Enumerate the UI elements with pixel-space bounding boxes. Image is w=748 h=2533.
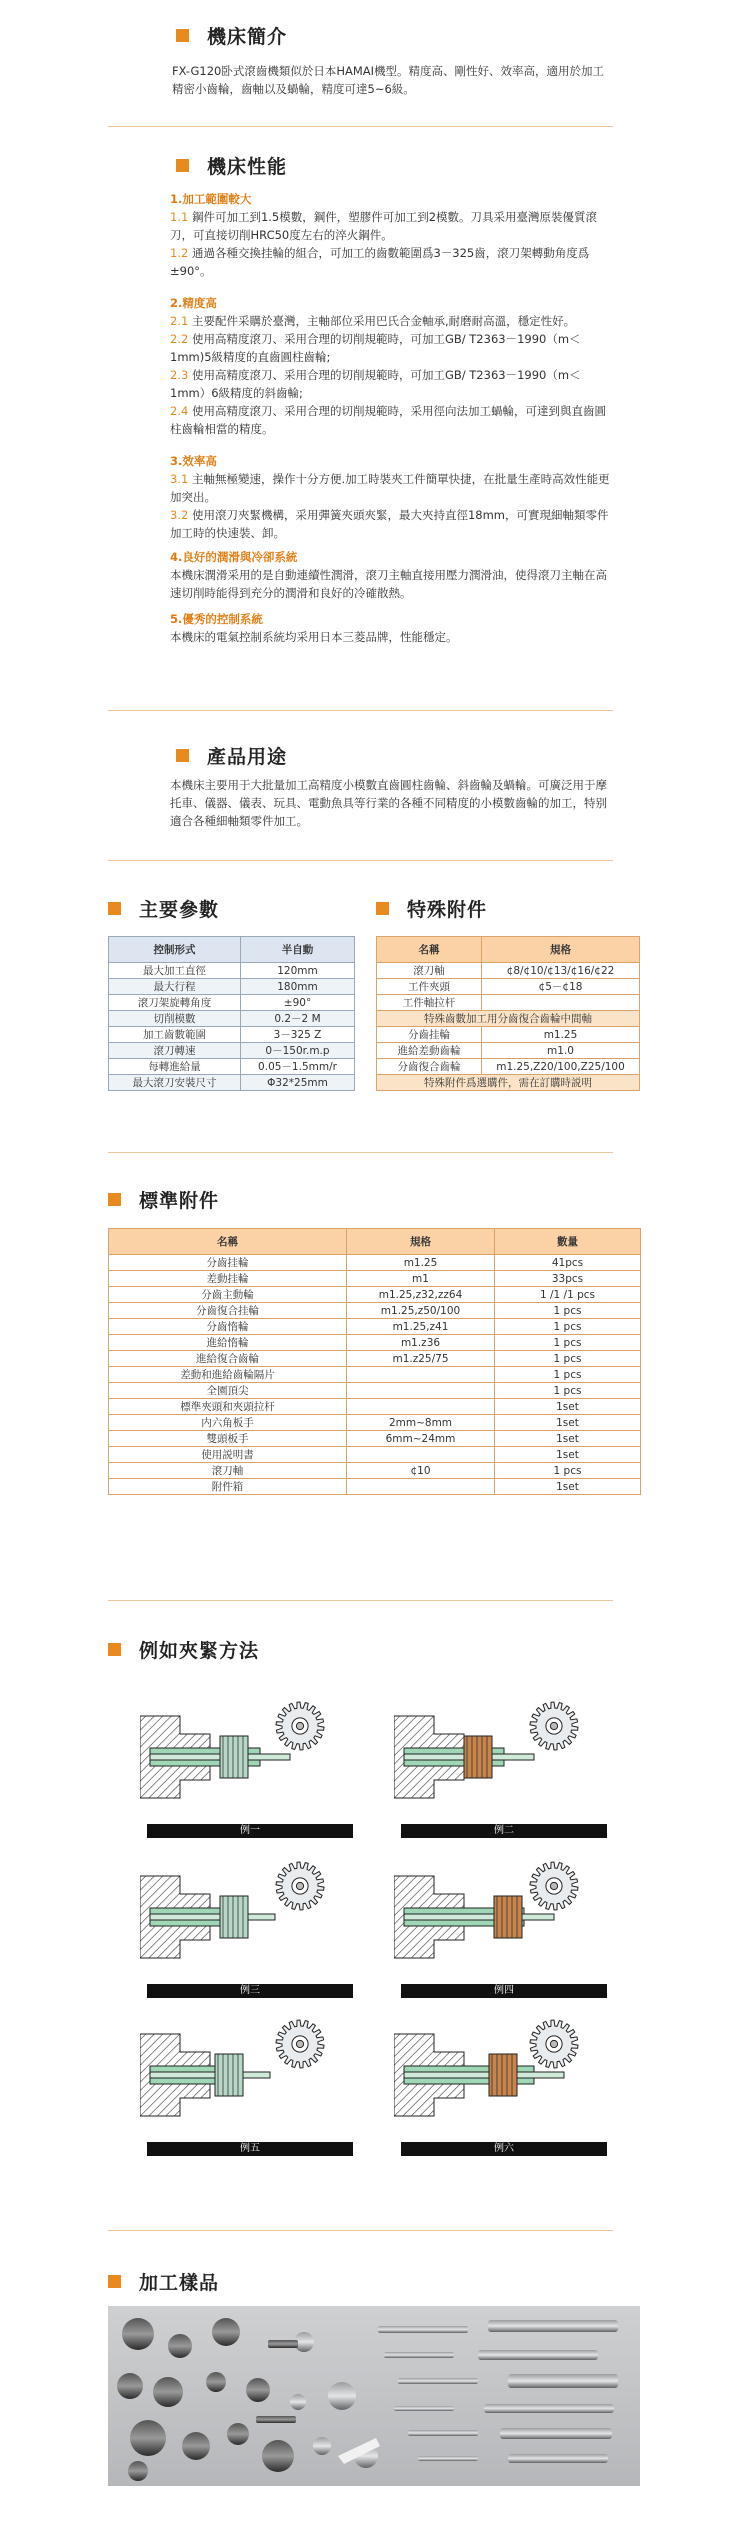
divider bbox=[108, 710, 613, 711]
hob-cutter-icon bbox=[530, 1862, 578, 1910]
table-row: 加工齒數範圍 3－325 Z bbox=[109, 1027, 355, 1043]
special-title: 特殊附件 bbox=[407, 899, 488, 921]
clamping-example-caption: 例四 bbox=[401, 1984, 607, 1998]
performance-title: 機床性能 bbox=[207, 156, 288, 178]
table-row: 進給差動齒輪 m1.0 bbox=[377, 1043, 640, 1059]
table-row: 雙頭板手 6mm~24mm 1set bbox=[109, 1431, 641, 1447]
special-table: 名稱 規格 滾刀軸 ¢8/¢10/¢13/¢16/¢22 工件夾頭 ¢5－¢18 工件軸拉杆 特殊齒數加工用分齒復合齒輪中間軸 分齒挂輪 m1.25 進給差動齒輪 m1.0 分齒復合齒輪 m1.25,Z20/100,Z25/100 特殊附件爲選購件，需在訂購時説明 bbox=[376, 936, 640, 1091]
perf-text: 本機床的電氣控制系統均采用日本三菱品牌，性能穩定。 bbox=[170, 630, 458, 644]
perf-heading: 1.加工範圍較大 bbox=[170, 192, 252, 206]
table-row: 分齒主動輪 m1.25,z32,zz64 1 /1 /1 pcs bbox=[109, 1287, 641, 1303]
table-row: 分齒復合挂輪 m1.25,z50/100 1 pcs bbox=[109, 1303, 641, 1319]
table-row: 進給復合齒輪 m1.z25/75 1 pcs bbox=[109, 1351, 641, 1367]
performance-body bbox=[170, 190, 615, 646]
table-row: 内六角板手 2mm~8mm 1set bbox=[109, 1415, 641, 1431]
perf-item: 2.4 使用高精度滾刀、采用合理的切削規範時，采用徑向法加工蝸輪，可達到與直齒圓柱齒輪相當的精度。 bbox=[170, 404, 606, 436]
clamping-header bbox=[108, 1636, 259, 1663]
bullet-square-icon bbox=[108, 1643, 121, 1656]
clamping-example-1 bbox=[140, 1696, 360, 1818]
table-row: 標準夾頭和夾頭拉杆 1set bbox=[109, 1399, 641, 1415]
perf-heading: 4.良好的潤滑與冷卻系統 bbox=[170, 550, 298, 564]
divider bbox=[108, 860, 613, 861]
params-title: 主要參數 bbox=[139, 899, 220, 921]
perf-heading: 3.效率高 bbox=[170, 454, 217, 468]
table-row: 分齒復合齒輪 m1.25,Z20/100,Z25/100 bbox=[377, 1059, 640, 1075]
clamping-title: 例如夾緊方法 bbox=[139, 1640, 260, 1662]
samples-photo bbox=[108, 2306, 640, 2486]
samples-title: 加工樣品 bbox=[139, 2272, 220, 2294]
hob-cutter-icon bbox=[530, 1702, 578, 1750]
perf-item: 3.2 使用滾刀夾緊機構，采用彈簧夾頭夾緊，最大夾持直徑18mm，可實現細軸類零件加工時的快速裝、卸。 bbox=[170, 508, 609, 540]
clamping-example-2 bbox=[394, 1696, 614, 1818]
perf-heading: 5.優秀的控制系統 bbox=[170, 612, 263, 626]
hob-cutter-icon bbox=[276, 2020, 324, 2068]
table-row: 最大行程 180mm bbox=[109, 979, 355, 995]
clamping-example-3 bbox=[140, 1856, 360, 1978]
usage-header bbox=[176, 742, 287, 769]
bullet-square-icon bbox=[108, 2275, 121, 2288]
divider bbox=[108, 126, 613, 127]
table-row: 使用説明書 1set bbox=[109, 1447, 641, 1463]
performance-header bbox=[176, 152, 287, 179]
table-row: 分齒惰輪 m1.25,z41 1 pcs bbox=[109, 1319, 641, 1335]
table-row: 全園頂尖 1 pcs bbox=[109, 1383, 641, 1399]
table-row: 特殊齒數加工用分齒復合齒輪中間軸 bbox=[377, 1011, 640, 1027]
table-row: 工件軸拉杆 bbox=[377, 995, 640, 1011]
bullet-square-icon bbox=[376, 902, 389, 915]
divider bbox=[108, 1600, 613, 1601]
special-header bbox=[376, 895, 487, 922]
clamping-example-5 bbox=[140, 2014, 360, 2136]
clamping-example-4 bbox=[394, 1856, 614, 1978]
divider bbox=[108, 1152, 613, 1153]
bullet-square-icon bbox=[108, 1193, 121, 1206]
table-row: 差動挂輪 m1 33pcs bbox=[109, 1271, 641, 1287]
standard-header bbox=[108, 1186, 219, 1213]
params-header bbox=[108, 895, 219, 922]
table-row: 每轉進給量 0.05－1.5mm/r bbox=[109, 1059, 355, 1075]
standard-table: 名稱 規格 數量 分齒挂輪 m1.25 41pcs 差動挂輪 m1 33pcs 分齒主動輪 m1.25,z32,zz64 1 /1 /1 pcs 分齒復合挂輪 m1.25,z50/100 1 pcs 分齒惰輪 m1.25,z41 1 pcs 進給惰輪 m1.z36 1 pcs 進給復合齒輪 m1.z25/75 1 pcs 差動和進給齒輪隔片 1 pcs 全園頂尖 1 pcs 標準夾頭和夾頭拉杆 1set 内六角板手 2mm~8mm 1set 雙頭板手 6mm~24mm 1set 使用説明書 1set 滾刀軸 ¢10 1 pcs 附件箱 1set bbox=[108, 1228, 641, 1495]
params-table: 控制形式 半自動 最大加工直徑 120mm 最大行程 180mm 滾刀架旋轉角度 ±90° 切削模數 0.2－2 M 加工齒數範圍 3－325 Z 滾刀轉速 0－150r.m.p 每轉進給量 0.05－1.5mm/r 最大滾刀安裝尺寸 Φ32*25mm bbox=[108, 936, 355, 1091]
clamping-example-caption: 例五 bbox=[147, 2142, 353, 2156]
perf-text: 本機床潤滑采用的是自動連續性潤滑，滾刀主軸直接用壓力潤滑油，使得滾刀主軸在高速切削時能得到充分的潤滑和良好的冷確散熱。 bbox=[170, 568, 607, 600]
bullet-square-icon bbox=[176, 749, 189, 762]
divider bbox=[108, 2230, 613, 2231]
clamping-example-caption: 例二 bbox=[401, 1824, 607, 1838]
table-row: 分齒挂輪 m1.25 41pcs bbox=[109, 1255, 641, 1271]
usage-title: 產品用途 bbox=[207, 746, 288, 768]
clamping-example-caption: 例一 bbox=[147, 1824, 353, 1838]
perf-item: 2.3 使用高精度滾刀、采用合理的切削規範時，可加工GB/ T2363－1990（m＜1mm）6級精度的斜齒輪; bbox=[170, 368, 581, 400]
table-row: 進給惰輪 m1.z36 1 pcs bbox=[109, 1335, 641, 1351]
hob-cutter-icon bbox=[530, 2020, 578, 2068]
perf-item: 2.2 使用高精度滾刀、采用合理的切削規範時，可加工GB/ T2363－1990（m＜1mm)5級精度的直齒圓柱齒輪; bbox=[170, 332, 581, 364]
table-row: 滾刀架旋轉角度 ±90° bbox=[109, 995, 355, 1011]
hob-cutter-icon bbox=[276, 1702, 324, 1750]
perf-item: 1.1 鋼件可加工到1.5模數，鋼件，塑膠件可加工到2模數。刀具采用臺灣原裝優質滾刀，可直接切削HRC50度左右的淬火鋼件。 bbox=[170, 210, 598, 242]
table-row: 分齒挂輪 m1.25 bbox=[377, 1027, 640, 1043]
table-row: 工件夾頭 ¢5－¢18 bbox=[377, 979, 640, 995]
bullet-square-icon bbox=[176, 29, 189, 42]
clamping-example-6 bbox=[394, 2014, 614, 2136]
usage-text: 本機床主要用于大批量加工高精度小模數直齒圓柱齒輪、斜齒輪及蝸輪。可廣泛用于摩托車、儀器、儀表、玩具、電動魚具等行業的各種不同精度的小模數齒輪的加工，特别適合各種細軸類零件加工。 bbox=[170, 778, 607, 828]
perf-item: 2.1 主要配件采購於臺灣，主軸部位采用巴氏合金軸承,耐磨耐高溫，穩定性好。 bbox=[170, 314, 576, 328]
table-row: 最大加工直徑 120mm bbox=[109, 963, 355, 979]
bullet-square-icon bbox=[176, 159, 189, 172]
clamping-example-caption: 例三 bbox=[147, 1984, 353, 1998]
samples-header bbox=[108, 2268, 219, 2295]
perf-item: 3.1 主軸無極變速，操作十分方便.加工時裝夾工件簡單快捷，在批量生產時高效性能更加突出。 bbox=[170, 472, 610, 504]
standard-title: 標準附件 bbox=[139, 1190, 220, 1212]
intro-text: FX-G120卧式滾齒機類似於日本HAMAI機型。精度高、剛性好、效率高，適用於加工精密小齒輪，齒軸以及蝸輪，精度可達5~6級。 bbox=[172, 64, 605, 96]
table-row: 滾刀軸 ¢10 1 pcs bbox=[109, 1463, 641, 1479]
bullet-square-icon bbox=[108, 902, 121, 915]
table-row: 滾刀轉速 0－150r.m.p bbox=[109, 1043, 355, 1059]
table-row: 最大滾刀安裝尺寸 Φ32*25mm bbox=[109, 1075, 355, 1091]
perf-item: 1.2 通過各種交換挂輪的組合，可加工的齒數範圍爲3－325齒，滾刀架轉動角度爲±90°。 bbox=[170, 246, 590, 278]
table-row: 切削模數 0.2－2 M bbox=[109, 1011, 355, 1027]
perf-heading: 2.精度高 bbox=[170, 296, 217, 310]
table-row: 特殊附件爲選購件，需在訂購時説明 bbox=[377, 1075, 640, 1091]
table-row: 附件箱 1set bbox=[109, 1479, 641, 1495]
intro-header bbox=[176, 22, 287, 49]
intro-title: 機床簡介 bbox=[207, 26, 288, 48]
table-row: 差動和進給齒輪隔片 1 pcs bbox=[109, 1367, 641, 1383]
hob-cutter-icon bbox=[276, 1862, 324, 1910]
table-row: 滾刀軸 ¢8/¢10/¢13/¢16/¢22 bbox=[377, 963, 640, 979]
clamping-example-caption: 例六 bbox=[401, 2142, 607, 2156]
